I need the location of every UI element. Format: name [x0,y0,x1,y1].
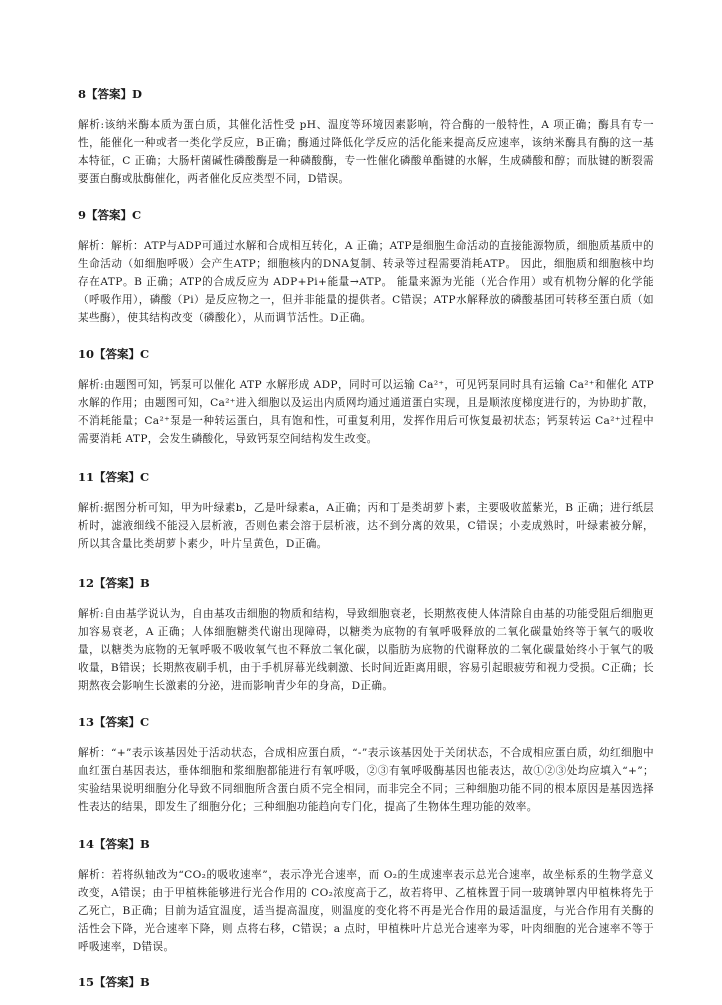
answer-block-13 [78,714,654,816]
answer-block-9 [78,207,654,327]
analysis-text: 解析：若将纵轴改为“CO₂的吸收速率”，表示净光合速率，而 O₂的生成速率表示总光合速率，故坐标系的生物学意义改变，A错误；由于甲植株能够进行光合作用的 CO₂浓度高于乙，故若将甲、乙植株置于同一玻璃钟罩内甲植株将先于乙死亡，B正确；目前为适宜温度，适当提高温度，则温度的变化将不再是光合作用的最适温度，与光合作用有关酶的活性会下降，光合速率下降，则 点将右移，C错误；a 点时，甲植株叶片总光合速率为零，叶肉细胞的光合速率不等于呼吸速率，D错误。 [78,869,654,953]
answer-block-8 [78,86,654,188]
analysis-text: 解析：“+”表示该基因处于活动状态，合成相应蛋白质，“-”表示该基因处于关闭状态，不合成相应蛋白质，幼红细胞中血红蛋白基因表达，垂体细胞和浆细胞都能进行有氧呼吸，②③有氧呼吸酶基因也能表达，故①②③处均应填入“+”；实验结果说明细胞分化导致不同细胞所含蛋白质不完全相同，而非完全不同；三种细胞功能不同的根本原因是基因选择性表达的结果，即发生了细胞分化；三种细胞功能趋向专门化，提高了生物体生理功能的效率。 [78,747,654,813]
analysis-text: 解析：解析：ATP与ADP可通过水解和合成相互转化，A 正确；ATP是细胞生命活动的直接能源物质，细胞质基质中的生命活动（如细胞呼吸）会产生ATP；细胞核内的DNA复制、转录等过程需要消耗ATP。 因此，细胞质和细胞核中均存在ATP。B 正确；ATP的合成反应为 ADP+Pi+能量→ATP。 能量来源为光能（光合作用）或有机物分解的化学能（呼吸作用），磷酸（Pi）是反应物之一，但并非能量的提供者。C错误；ATP水解释放的磷酸基团可转移至蛋白质（如某些酶），使其结构改变（磷酸化），从而调节活性。D正确。 [78,240,654,324]
answer-heading: 11【答案】C [78,470,150,484]
analysis-text: 解析:自由基学说认为，自由基攻击细胞的物质和结构，导致细胞衰老，长期熬夜使人体清除自由基的功能受阻后细胞更加容易衰老，A 正确；人体细胞糖类代谢出现障碍，以糖类为底物的有氧呼吸释放的二氧化碳量始终等于氧气的吸收量，以糖类为底物的无氧呼吸不吸收氧气也不释放二氧化碳，以脂肪为底物的代谢释放的二氧化碳量始终小于氧气的吸收量，B错误；长期熬夜刷手机，由于手机屏幕光线刺激、长时间近距离用眼，容易引起眼疲劳和视力受损。C正确；长期熬夜会影响生长激素的分泌，进而影响青少年的身高，D正确。 [78,608,654,692]
answer-heading: 15【答案】B [78,975,150,989]
answer-block-14 [78,836,654,956]
answer-heading: 14【答案】B [78,837,150,851]
answer-heading: 13【答案】C [78,715,150,729]
answer-heading: 10【答案】C [78,347,150,361]
answer-heading: 8【答案】D [78,87,142,101]
answer-block-12 [78,575,654,695]
answer-block-15 [78,974,654,1004]
analysis-text: 解析:由题图可知，钙泵可以催化 ATP 水解形成 ADP，同时可以运输 Ca²⁺，可见钙泵同时具有运输 Ca²⁺和催化 ATP 水解的作用；由题图可知，Ca²⁺进入细胞以及运出内质网均通过通道蛋白实现，且是顺浓度梯度进行的，为协助扩散，不消耗能量；Ca²⁺泵是一种转运蛋白，具有饱和性，可重复利用，发挥作用后可恢复最初状态；钙泵转运 Ca²⁺过程中需要消耗 ATP，会发生磷酸化，导致钙泵空间结构发生改变。 [78,379,654,445]
answer-block-10 [78,346,654,448]
analysis-text: 解析:据图分析可知，甲为叶绿素b，乙是叶绿素a，A正确；丙和丁是类胡萝卜素，主要吸收蓝紫光，B 正确；进行纸层析时，滤液细线不能浸入层析液，否则色素会溶于层析液，达不到分离的效果，C错误；小麦成熟时，叶绿素被分解，所以其含量比类胡萝卜素少，叶片呈黄色，D正确。 [78,502,654,550]
answer-heading: 9【答案】C [78,208,142,222]
analysis-text: 解析:该纳米酶本质为蛋白质，其催化活性受 pH、温度等环境因素影响，符合酶的一般特性，A 项正确；酶具有专一性，能催化一种或者一类化学反应，B正确；酶通过降低化学反应的活化能来提高反应速率，该纳米酶具有酶的这一基本特征，C 正确；大肠杆菌碱性磷酸酶是一种磷酸酶，专一性催化磷酸单酯键的水解，生成磷酸和醇；而肽键的断裂需要蛋白酶或肽酶催化，两者催化反应类型不同，D错误。 [78,119,654,185]
answer-block-11 [78,469,654,553]
answer-heading: 12【答案】B [78,576,150,590]
